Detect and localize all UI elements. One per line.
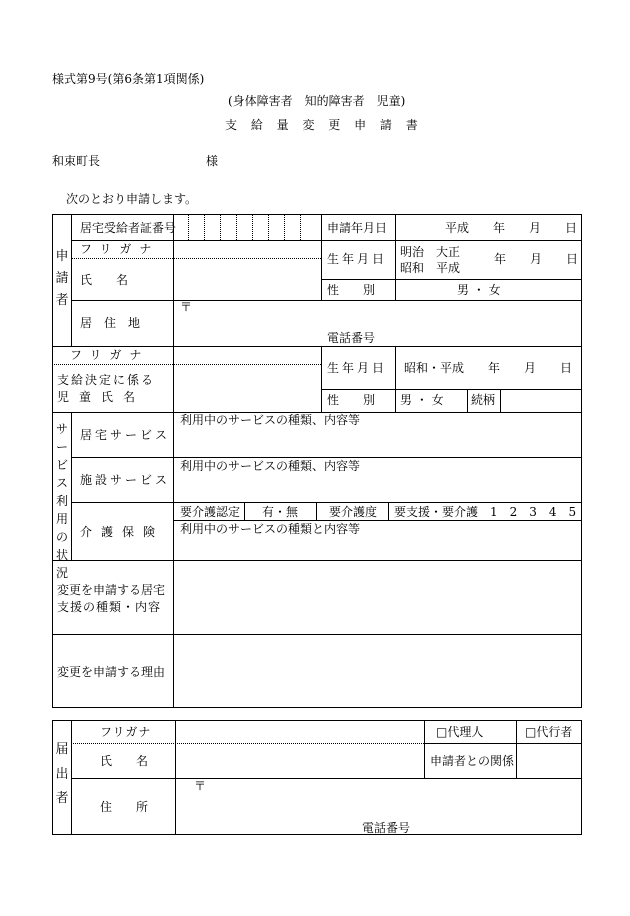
addressee-honorific: 様 [206, 154, 219, 168]
proxy-checkbox[interactable]: □代行者 [525, 725, 573, 739]
applicant-postal-mark: 〒 [180, 300, 193, 314]
submitter-postal-mark: 〒 [194, 779, 207, 793]
category-line: (身体障害者 知的障害者 児童) [228, 94, 406, 108]
child-sex-value[interactable]: 男 ・ 女 [400, 393, 444, 407]
submitter-phone-label: 電話番号 [362, 821, 411, 835]
change-reason-field[interactable] [174, 635, 582, 708]
intro-text: 次のとおり申請します。 [66, 192, 198, 206]
applicant-birth-date-label: 生年月日 [327, 252, 388, 266]
form-title: 支 給 量 変 更 申 請 書 [225, 118, 423, 132]
applicant-name-label: 氏 名 [80, 273, 129, 287]
care-cert-label: 要介護認定 [180, 505, 241, 519]
applicant-sex-value[interactable]: 男 ・ 女 [457, 283, 501, 297]
care-service-note: 利用中のサービスの種類と内容等 [180, 522, 361, 536]
applicant-name-field[interactable] [174, 259, 321, 299]
child-relation-label: 続柄 [471, 393, 496, 407]
child-name-field[interactable] [174, 365, 321, 411]
child-relation-field[interactable] [501, 390, 582, 412]
care-level-label: 要介護度 [329, 505, 378, 519]
submitter-section-label: 届出者 [55, 742, 69, 807]
home-service-field[interactable] [174, 413, 582, 457]
child-birth-date-value[interactable]: 昭和・平成 年 月 日 [404, 361, 573, 375]
change-reason-label: 変更を申請する理由 [57, 665, 166, 679]
submitter-furigana-label: フリガナ [100, 725, 152, 739]
submitter-address-label: 住 所 [100, 800, 149, 814]
cert-number-label: 居宅受給者証番号 [80, 221, 177, 235]
form-number: 様式第9号(第6条第1項関係) [52, 72, 205, 86]
addressee: 和束町長 [52, 154, 101, 168]
submitter-name-field[interactable] [176, 744, 424, 778]
care-level-value[interactable]: 要支援・要介護 1 2 3 4 5 [394, 505, 577, 519]
relation-label: 申請者との関係 [430, 754, 515, 768]
change-type-label-1: 変更を申請する居宅 [57, 583, 166, 597]
care-cert-value[interactable]: 有・無 [262, 505, 299, 519]
applicant-section-label: 申請者 [55, 249, 69, 309]
facility-service-note: 利用中のサービスの種類、内容等 [180, 459, 361, 473]
facility-service-label: 施設サービス [80, 473, 171, 487]
change-type-field[interactable] [174, 561, 582, 634]
submitter-name-label: 氏 名 [100, 754, 149, 768]
applicant-furigana-label: フリガナ [80, 242, 160, 256]
child-name-label-2: 児童氏名 [57, 390, 146, 404]
home-service-note: 利用中のサービスの種類、内容等 [180, 413, 361, 427]
child-furigana-label: フリガナ [70, 348, 150, 362]
submitter-address-field[interactable] [176, 779, 582, 835]
relation-field[interactable] [517, 744, 582, 778]
applicant-address-field[interactable] [174, 301, 582, 346]
cert-number-field[interactable] [174, 215, 321, 240]
service-section-label: サービス利用の状況 [55, 422, 68, 580]
applicant-address-label: 居住地 [80, 316, 153, 330]
applicant-phone-label: 電話番号 [327, 331, 376, 345]
child-sex-label: 性 別 [327, 393, 376, 407]
application-date-label: 申請年月日 [327, 221, 388, 235]
home-service-label: 居宅サービス [80, 428, 171, 442]
agent-checkbox[interactable]: □代理人 [436, 725, 484, 739]
applicant-birth-date-value[interactable]: 年 月 日 [494, 252, 579, 266]
care-service-field[interactable] [174, 521, 582, 560]
change-type-label-2: 支援の種類・内容 [57, 600, 162, 614]
child-name-label-1: 支給決定に係る [57, 373, 156, 387]
facility-service-field[interactable] [174, 458, 582, 502]
birth-era-line-1: 明治 大正 [400, 245, 461, 259]
child-birth-date-label: 生年月日 [327, 361, 388, 375]
care-insurance-label: 介護保険 [80, 525, 165, 539]
application-date-value[interactable]: 平成 年 月 日 [445, 221, 578, 235]
birth-era-line-2: 昭和 平成 [400, 261, 461, 275]
applicant-sex-label: 性 別 [327, 283, 376, 297]
